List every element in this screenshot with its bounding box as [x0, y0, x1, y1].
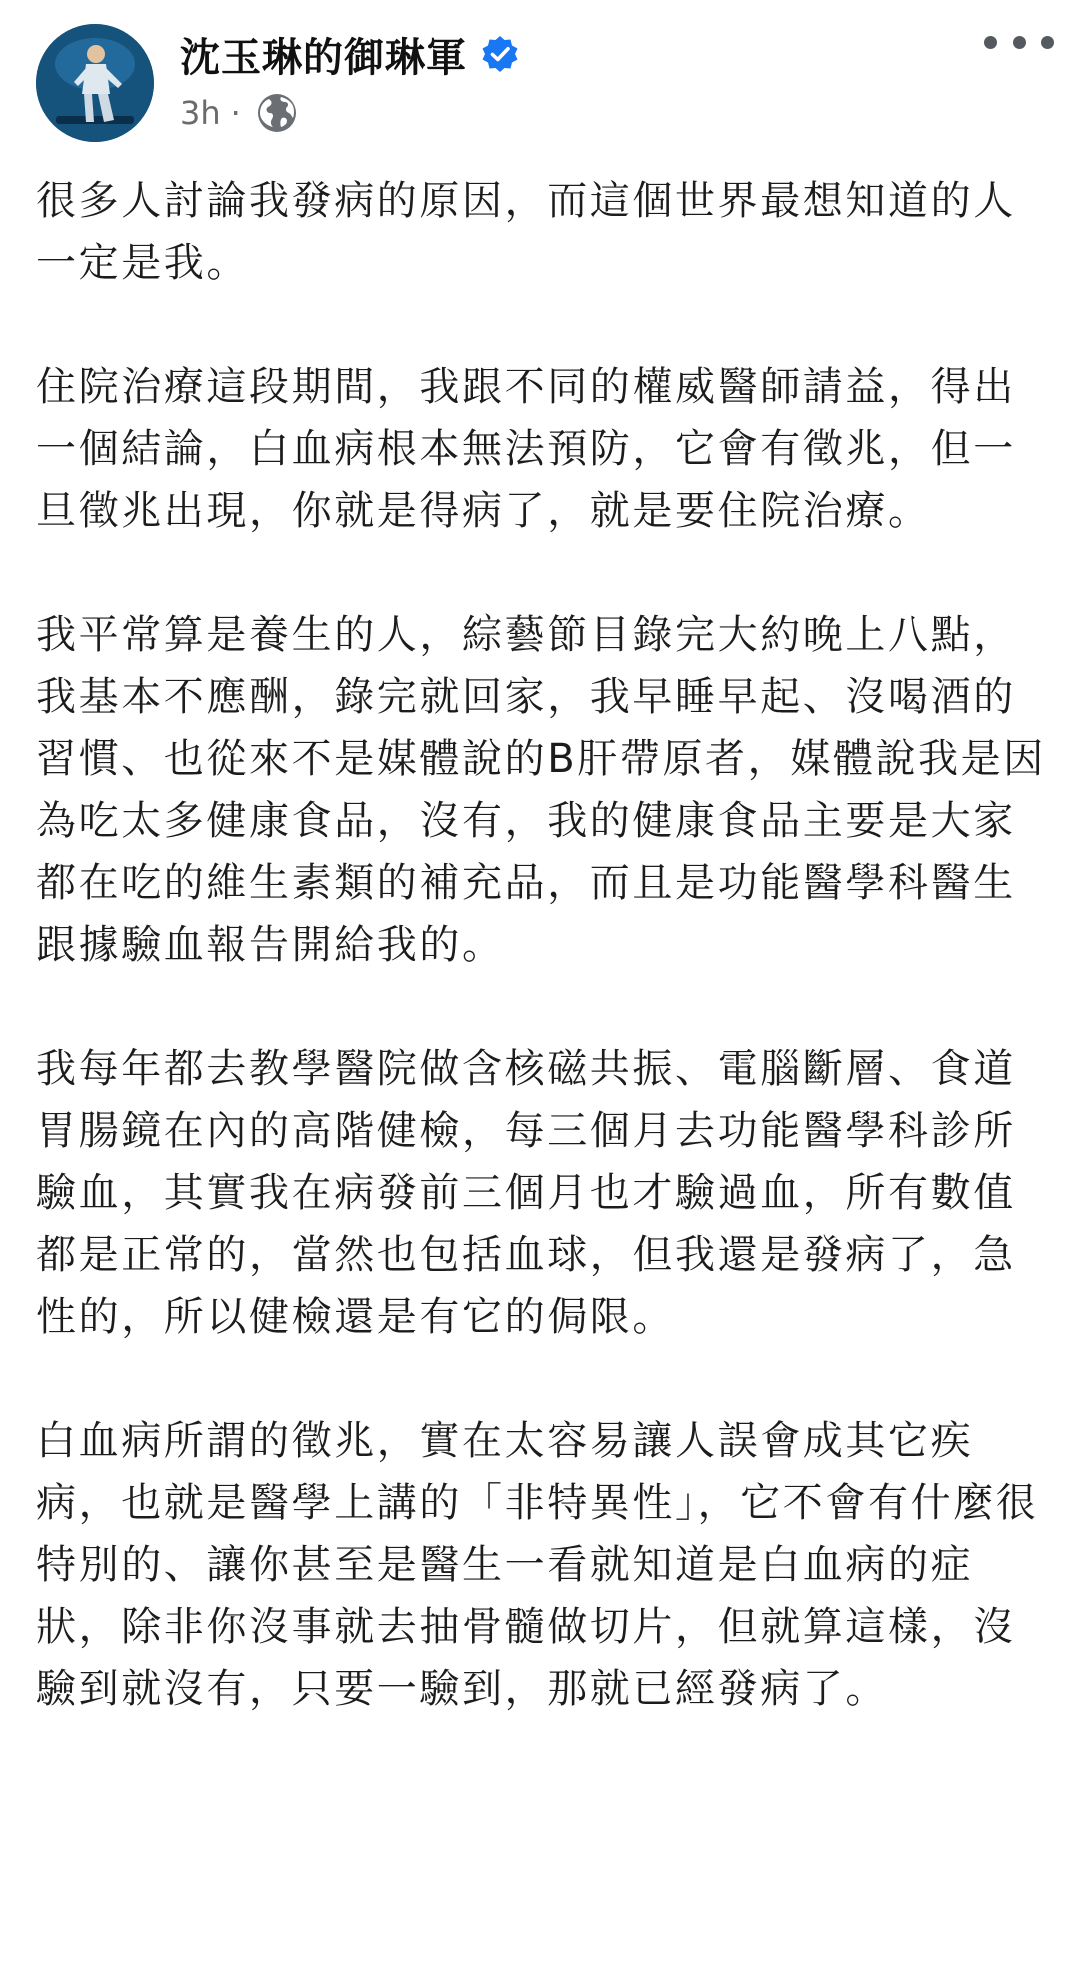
post-meta — [180, 88, 299, 138]
author-row — [180, 22, 519, 86]
more-dots-icon — [1041, 36, 1054, 49]
avatar[interactable] — [36, 24, 154, 142]
more-dots-icon — [984, 36, 997, 49]
post-paragraph: 住院治療這段期間，我跟不同的權威醫師請益，得出一個結論，白血病根本無法預防，它會有徵兆，但一旦徵兆出現，你就是得病了，就是要住院治療。 — [36, 364, 1016, 534]
post-paragraph: 白血病所謂的徵兆，實在太容易讓人誤會成其它疾病，也就是醫學上講的「非特異性」，它不會有什麼很特別的、讓你甚至是醫生一看就知道是白血病的症狀，除非你沒事就去抽骨髓做切片，但就算這樣，沒驗到就沒有，只要一驗到，那就已經發病了。 — [36, 1418, 1039, 1712]
author-name[interactable]: 沈玉琳的御琳軍 — [180, 34, 467, 81]
verified-badge-icon — [481, 35, 519, 73]
post-paragraph: 我每年都去教學醫院做含核磁共振、電腦斷層、食道胃腸鏡在內的高階健檢，每三個月去功能醫學科診所驗血，其實我在病發前三個月也才驗過血，所有數值都是正常的，當然也包括血球，但我還是發病了，急性的，所以健檢還是有它的侷限。 — [36, 1046, 1016, 1340]
avatar-photo — [36, 24, 154, 142]
post-paragraph: 很多人討論我發病的原因，而這個世界最想知道的人一定是我。 — [36, 178, 1016, 286]
post-body — [36, 170, 1046, 1782]
more-options-button[interactable] — [984, 22, 1054, 62]
globe-icon[interactable] — [255, 91, 299, 135]
post-paragraph: 我平常算是養生的人，綜藝節目錄完大約晚上八點，我基本不應酬，錄完就回家，我早睡早起、沒喝酒的習慣、也從來不是媒體說的B肝帶原者，媒體說我是因為吃太多健康食品，沒有，我的健康食品主要是大家都在吃的維生素類的補充品，而且是功能醫學科醫生跟據驗血報告開給我的。 — [36, 612, 1046, 968]
more-dots-icon — [1013, 36, 1026, 49]
meta-separator: · — [230, 94, 241, 132]
post-timestamp[interactable]: 3h — [180, 94, 221, 132]
post-header — [0, 0, 1080, 150]
